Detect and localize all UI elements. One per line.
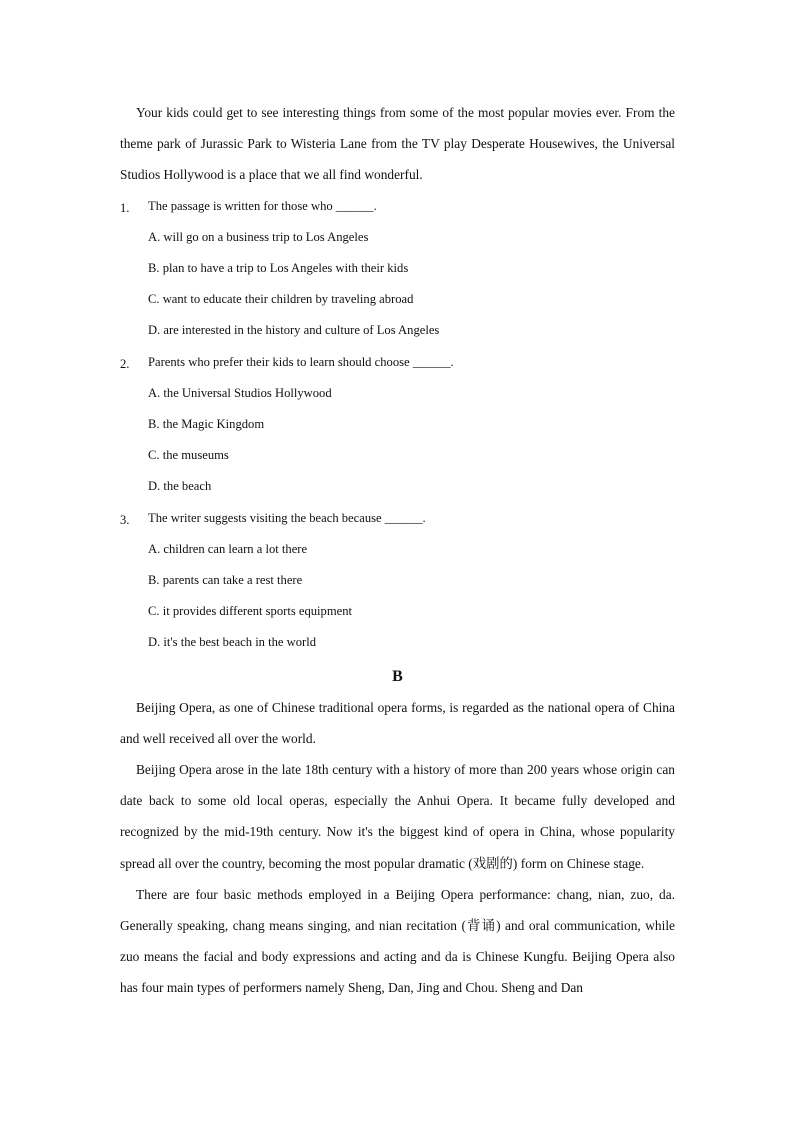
question-number: 1.: [120, 200, 130, 215]
intro-paragraph: Your kids could get to see interesting things from some of the most popular movies ever. From the theme park of Jurassic Park to Wisteria Lane from the TV play Desperate Housewives, the Universal Studios Hollywood is a place that we all find wonderful.: [120, 105, 675, 183]
question-1: [120, 191, 675, 347]
section-paragraph-2: Beijing Opera arose in the late 18th century with a history of more than 200 years whose origin can date back to some old local operas, especially the Anhui Opera. It became fully developed and recognized by the mid-19th century. Now it's the biggest kind of opera in China, whose popularity spread all over the country, becoming the most popular dramatic (戏剧的) form on Chinese stage.: [120, 762, 675, 871]
option-c: C. it provides different sports equipment: [148, 604, 353, 619]
question-stem: [120, 503, 675, 534]
question-text: The writer suggests visiting the beach because ______.: [148, 510, 426, 525]
question-text: The passage is written for those who ______.: [148, 198, 377, 213]
question-3: [120, 503, 675, 659]
question-stem: [120, 347, 675, 378]
option-c: C. the museums: [148, 448, 229, 463]
question-2: [120, 347, 675, 503]
option-b: B. plan to have a trip to Los Angeles with their kids: [148, 261, 409, 276]
option-b: B. parents can take a rest there: [148, 573, 303, 588]
section-heading: B: [392, 667, 403, 685]
document-page: [120, 97, 675, 1004]
option-a: A. children can learn a lot there: [148, 541, 308, 556]
option-d: D. the beach: [148, 479, 212, 494]
question-text: Parents who prefer their kids to learn should choose ______.: [148, 354, 454, 369]
section-paragraph-3: There are four basic methods employed in a Beijing Opera performance: chang, nian, zuo, da. Generally speaking, chang means singing, and nian recitation (背诵) and oral communication, while zuo means the facial and body expressions and acting and da is Chinese Kungfu. Beijing Opera also has four main types of performers namely Sheng, Dan, Jing and Chou. Sheng and Dan: [120, 886, 675, 996]
section-paragraph-1: Beijing Opera, as one of Chinese traditional opera forms, is regarded as the national opera of China and well received all over the world.: [120, 699, 675, 746]
question-number: 2.: [120, 356, 130, 371]
option-d: D. it's the best beach in the world: [148, 635, 317, 650]
option-a: A. will go on a business trip to Los Angeles: [148, 229, 369, 244]
option-d: D. are interested in the history and culture of Los Angeles: [148, 323, 440, 338]
option-b: B. the Magic Kingdom: [148, 417, 265, 432]
question-number: 3.: [120, 512, 130, 527]
option-c: C. want to educate their children by traveling abroad: [148, 292, 414, 307]
question-stem: [120, 191, 675, 222]
option-a: A. the Universal Studios Hollywood: [148, 385, 332, 400]
